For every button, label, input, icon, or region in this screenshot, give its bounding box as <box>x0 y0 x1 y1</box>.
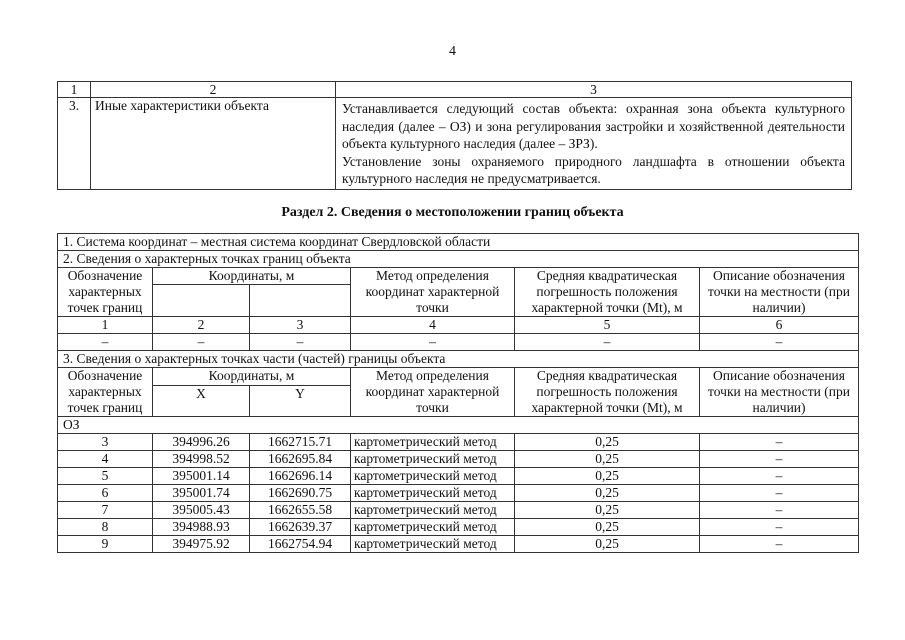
col-number-6: 6 <box>700 317 859 334</box>
col-description: Описание обозначения точки на местности (при наличии) <box>700 268 859 317</box>
description-value: – <box>700 536 859 553</box>
dash-cell-1: – <box>58 334 153 351</box>
method-value: картометрический метод <box>351 468 515 485</box>
col-coordinates-2: Координаты, м <box>153 368 351 386</box>
row-label: Иные характеристики объекта <box>91 98 336 190</box>
col-description-2: Описание обозначения точки на местности (при наличии) <box>700 368 859 417</box>
coordinate-rows <box>58 434 859 553</box>
table-row <box>58 519 859 536</box>
point-number: 7 <box>58 502 153 519</box>
column-header-row-2 <box>58 368 859 386</box>
table-row <box>58 485 859 502</box>
zone-row <box>58 417 859 434</box>
description-value: – <box>700 468 859 485</box>
x-value: 394988.93 <box>153 519 250 536</box>
col-number-2: 2 <box>153 317 250 334</box>
col-method: Метод определения координат характерной точки <box>351 268 515 317</box>
table-row <box>58 502 859 519</box>
error-value: 0,25 <box>515 536 700 553</box>
boundaries-table <box>57 233 859 553</box>
table-row <box>58 434 859 451</box>
col-designation-2: Обозначение характерных точек границ <box>58 368 153 417</box>
y-value: 1662639.37 <box>250 519 351 536</box>
x-value: 394975.92 <box>153 536 250 553</box>
method-value: картометрический метод <box>351 519 515 536</box>
col-method-2: Метод определения координат характерной точки <box>351 368 515 417</box>
table-header-row <box>58 82 852 98</box>
dash-cell-6: – <box>700 334 859 351</box>
row-text-paragraph-1: Устанавливается следующий состав объекта: охранная зона объекта культурного наследия (далее – ОЗ) и зона регулирования застройки и хозяйственной деятельности объекта культурного наследия (далее – ЗРЗ). <box>342 101 845 151</box>
col-x: X <box>153 386 250 417</box>
point-number: 6 <box>58 485 153 502</box>
column-number-row <box>58 317 859 334</box>
col-y-empty <box>250 285 351 317</box>
error-value: 0,25 <box>515 468 700 485</box>
col-number-1: 1 <box>58 317 153 334</box>
part-title-row <box>58 351 859 368</box>
header-cell-3: 3 <box>336 82 852 98</box>
dash-row <box>58 334 859 351</box>
description-value: – <box>700 451 859 468</box>
x-value: 395005.43 <box>153 502 250 519</box>
point-number: 3 <box>58 434 153 451</box>
dash-cell-2: – <box>153 334 250 351</box>
column-header-row <box>58 268 859 285</box>
table-row <box>58 536 859 553</box>
method-value: картометрический метод <box>351 536 515 553</box>
y-value: 1662696.14 <box>250 468 351 485</box>
dash-cell-4: – <box>351 334 515 351</box>
dash-cell-3: – <box>250 334 351 351</box>
x-value: 395001.74 <box>153 485 250 502</box>
dash-cell-5: – <box>515 334 700 351</box>
row-text-paragraph-2: Установление зоны охраняемого природного ландшафта в отношении объекта культурного наследия не предусматривается. <box>342 153 845 186</box>
x-value: 394998.52 <box>153 451 250 468</box>
col-number-5: 5 <box>515 317 700 334</box>
description-value: – <box>700 519 859 536</box>
table-row <box>58 468 859 485</box>
page-number: 4 <box>449 44 456 59</box>
method-value: картометрический метод <box>351 451 515 468</box>
col-error: Средняя квадратическая погрешность положения характерной точки (Mt), м <box>515 268 700 317</box>
error-value: 0,25 <box>515 451 700 468</box>
description-value: – <box>700 434 859 451</box>
col-error-2: Средняя квадратическая погрешность положения характерной точки (Mt), м <box>515 368 700 417</box>
header-cell-1: 1 <box>58 82 91 98</box>
method-value: картометрический метод <box>351 502 515 519</box>
zone-label: ОЗ <box>58 417 859 434</box>
points-title-text: 2. Сведения о характерных точках границ объекта <box>58 251 859 268</box>
error-value: 0,25 <box>515 502 700 519</box>
description-value: – <box>700 485 859 502</box>
error-value: 0,25 <box>515 434 700 451</box>
coordinate-system-row <box>58 234 859 251</box>
col-x-empty <box>153 285 250 317</box>
point-number: 8 <box>58 519 153 536</box>
point-number: 9 <box>58 536 153 553</box>
table-row <box>58 98 852 190</box>
y-value: 1662655.58 <box>250 502 351 519</box>
col-number-3: 3 <box>250 317 351 334</box>
y-value: 1662715.71 <box>250 434 351 451</box>
y-value: 1662695.84 <box>250 451 351 468</box>
section-title: Раздел 2. Сведения о местоположении границ объекта <box>281 205 624 220</box>
part-title-text: 3. Сведения о характерных точках части (частей) границы объекта <box>58 351 859 368</box>
y-value: 1662754.94 <box>250 536 351 553</box>
header-cell-2: 2 <box>91 82 336 98</box>
col-number-4: 4 <box>351 317 515 334</box>
point-number: 4 <box>58 451 153 468</box>
col-designation: Обозначение характерных точек границ <box>58 268 153 317</box>
row-number: 3. <box>58 98 91 190</box>
point-number: 5 <box>58 468 153 485</box>
col-y: Y <box>250 386 351 417</box>
row-text <box>336 98 852 190</box>
method-value: картометрический метод <box>351 485 515 502</box>
x-value: 395001.14 <box>153 468 250 485</box>
table-row <box>58 451 859 468</box>
description-value: – <box>700 502 859 519</box>
y-value: 1662690.75 <box>250 485 351 502</box>
coordinate-system-text: 1. Система координат – местная система координат Свердловской области <box>58 234 859 251</box>
x-value: 394996.26 <box>153 434 250 451</box>
col-coordinates: Координаты, м <box>153 268 351 285</box>
error-value: 0,25 <box>515 519 700 536</box>
error-value: 0,25 <box>515 485 700 502</box>
points-title-row <box>58 251 859 268</box>
method-value: картометрический метод <box>351 434 515 451</box>
characteristics-table <box>57 81 852 190</box>
